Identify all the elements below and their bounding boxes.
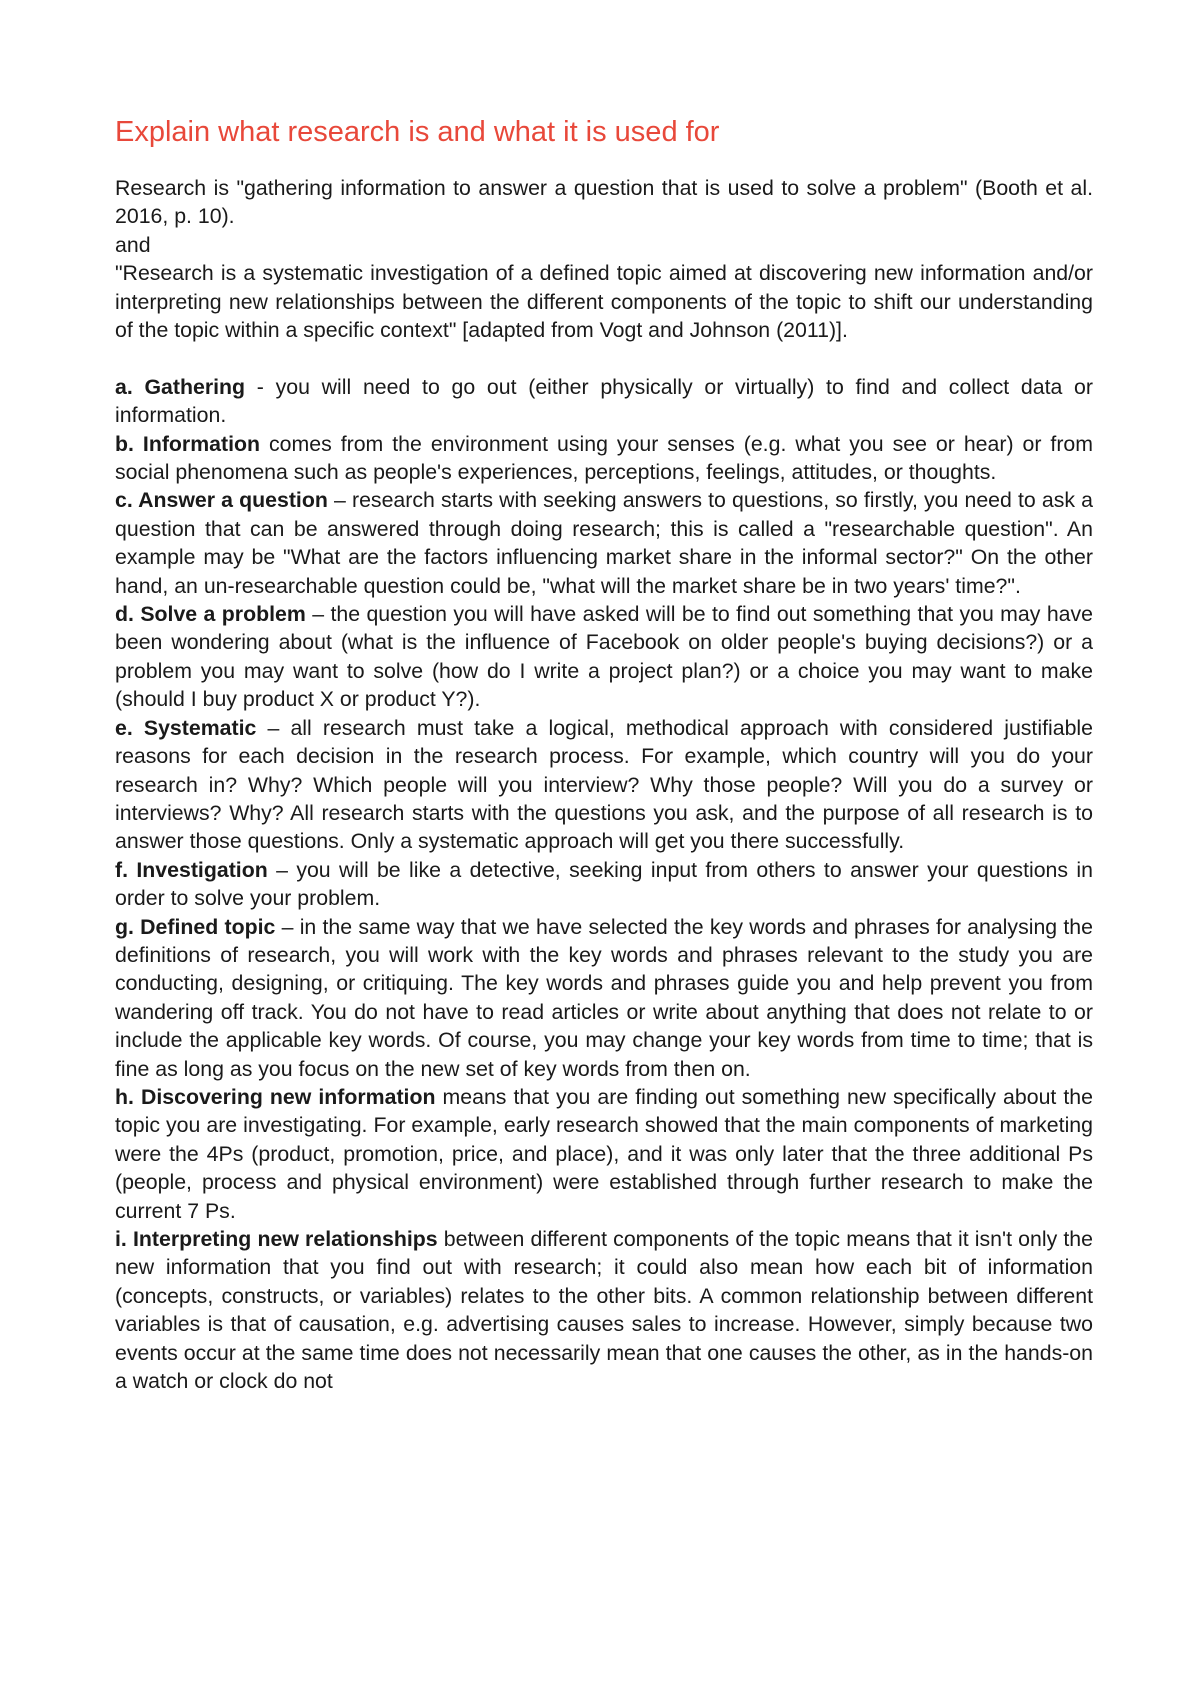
- list-item-text: – you will be like a detective, seeking input from others to answer your questions in order to solve your problem.: [115, 857, 1093, 911]
- paragraph-spacer: [115, 344, 1093, 372]
- definition-booth: Research is "gathering information to answer a question that is used to solve a problem" (Booth et al. 2016, p. 10).: [115, 176, 1093, 229]
- list-item-gathering: [115, 373, 1093, 430]
- list-item-discovering-new-information: [115, 1083, 1093, 1225]
- list-item-term: a. Gathering: [115, 374, 246, 399]
- list-item-investigation: [115, 856, 1093, 913]
- list-item-information: [115, 430, 1093, 487]
- list-item-text: - you will need to go out (either physically or virtually) to find and collect data or information.: [115, 374, 1093, 428]
- definition-connector: and: [115, 232, 151, 257]
- list-item-text: between different components of the topic means that it isn't only the new information that you find out with research; it could also mean how each bit of information (concepts, constructs, or variables) relates to the other bits. A common relationship between different variables is that of causation, e.g. advertising causes sales to increase. However, simply because two events occur at the same time does not necessarily mean that one causes the other, as in the hands-on a watch or clock do not: [115, 1227, 1093, 1394]
- list-item-interpreting-new-relationships: [115, 1225, 1093, 1395]
- list-item-term: c. Answer a question: [115, 488, 328, 513]
- list-item-text: – in the same way that we have selected the key words and phrases for analysing the definitions of research, you will work with the key words and phrases relevant to the study you are conducting, designing, or critiquing. The key words and phrases guide you and help prevent you from wandering off track. You do not have to read articles or write about anything that does not relate to or include the applicable key words. Of course, you may change your key words from time to time; that is fine as long as you focus on the new set of key words from then on.: [115, 914, 1093, 1081]
- list-item-term: e. Systematic: [115, 715, 257, 740]
- list-item-term: g. Defined topic: [115, 914, 276, 939]
- document-page: [115, 112, 1093, 1395]
- definition-vogt-johnson: "Research is a systematic investigation of a defined topic aimed at discovering new information and/or interpreting new relationships between the different components of the topic to shift our understanding of the topic within a specific context" [adapted from Vogt and Johnson (2011)].: [115, 261, 1093, 343]
- list-item-text: means that you are finding out something new specifically about the topic you are investigating. For example, early research showed that the main components of marketing were the 4Ps (product, promotion, price, and place), and it was only later that the three additional Ps (people, process and physical environment) were established through further research to make the current 7 Ps.: [115, 1084, 1093, 1223]
- list-item-term: h. Discovering new information: [115, 1084, 436, 1109]
- list-item-term: i. Interpreting new relationships: [115, 1227, 438, 1252]
- list-item-text: comes from the environment using your senses (e.g. what you see or hear) or from social phenomena such as people's experiences, perceptions, feelings, attitudes, or thoughts.: [115, 431, 1094, 485]
- list-item-term: d. Solve a problem: [115, 602, 306, 627]
- list-item-term: b. Information: [115, 431, 261, 456]
- list-item-text: – the question you will have asked will be to find out something that you may have been wondering about (what is the influence of Facebook on older people's buying decisions?) or a problem you may want to solve (how do I write a project plan?) or a choice you may want to make (should I buy product X or product Y?).: [115, 602, 1093, 712]
- list-item-answer-a-question: [115, 486, 1093, 600]
- definition-breakdown-list: [115, 373, 1093, 1396]
- list-item-solve-a-problem: [115, 600, 1093, 714]
- list-item-systematic: [115, 714, 1093, 856]
- page-title: Explain what research is and what it is used for: [115, 116, 720, 148]
- list-item-defined-topic: [115, 913, 1093, 1083]
- list-item-term: f. Investigation: [115, 857, 268, 882]
- list-item-text: – research starts with seeking answers to questions, so firstly, you need to ask a question that can be answered through doing research; this is called a "researchable question". An example may be "What are the factors influencing market share in the informal sector?" On the other hand, an un-researchable question could be, "what will the market share be in two years' time?".: [115, 488, 1093, 598]
- list-item-text: – all research must take a logical, methodical approach with considered justifiable reasons for each decision in the research process. For example, which country will you do your research in? Why? Which people will you interview? Why those people? Will you do a survey or interviews? Why? All research starts with the questions you ask, and the purpose of all research is to answer those questions. Only a systematic approach will get you there successfully.: [115, 715, 1093, 854]
